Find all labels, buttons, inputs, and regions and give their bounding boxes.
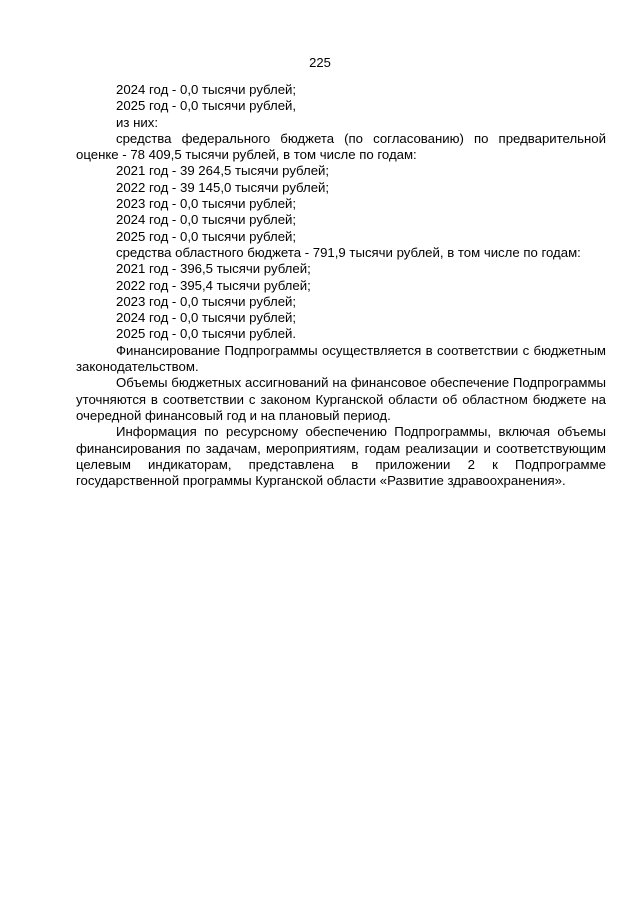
text-line-regional-2025: 2025 год - 0,0 тысячи рублей.	[116, 326, 297, 342]
text-line-of-them: из них:	[116, 114, 158, 130]
text-line-2025-total: 2025 год - 0,0 тысячи рублей,	[116, 98, 297, 114]
text-line-regional-budget: средства областного бюджета - 791,9 тысячи рублей, в том числе по годам:	[116, 244, 581, 260]
text-line-federal-2021: 2021 год - 39 264,5 тысячи рублей;	[116, 163, 330, 179]
text-line-federal-estimate: оценке - 78 409,5 тысячи рублей, в том числе по годам:	[76, 147, 417, 163]
page-number: 225	[309, 55, 331, 70]
text-line-regional-2021: 2021 год - 396,5 тысячи рублей;	[116, 261, 311, 277]
text-line-federal-budget: средства федерального бюджета (по согласованию) по предварительной	[116, 130, 606, 146]
text-line-federal-2023: 2023 год - 0,0 тысячи рублей;	[116, 196, 297, 212]
text-line-federal-2025: 2025 год - 0,0 тысячи рублей;	[116, 228, 297, 244]
text-line-regional-2024: 2024 год - 0,0 тысячи рублей;	[116, 310, 297, 326]
text-line-federal-2022: 2022 год - 39 145,0 тысячи рублей;	[116, 179, 330, 195]
text-line-2024-total: 2024 год - 0,0 тысячи рублей;	[116, 82, 297, 97]
document-body	[76, 82, 606, 489]
text-line-regional-2023: 2023 год - 0,0 тысячи рублей;	[116, 293, 297, 309]
paragraph-budget-volumes: Объемы бюджетных ассигнований на финансовое обеспечение Подпрограммы уточняются в соответствии с законом Курганской области об областном бюджете на очередной финансовый год и на плановый период.	[76, 375, 606, 423]
text-line-regional-2022: 2022 год - 395,4 тысячи рублей;	[116, 277, 311, 293]
paragraph-resource-information: Информация по ресурсному обеспечению Подпрограммы, включая объемы финансирования по задачам, мероприятиям, годам реализации и соответствующим целевым индикаторам, представлена в приложении 2 к Подпрограмме государственной программы Курганской области «Развитие здравоохранения».	[76, 424, 606, 489]
paragraph-financing: Финансирование Подпрограммы осуществляется в соответствии с бюджетным законодательством.	[76, 342, 606, 375]
text-line-federal-2024: 2024 год - 0,0 тысячи рублей;	[116, 212, 297, 228]
